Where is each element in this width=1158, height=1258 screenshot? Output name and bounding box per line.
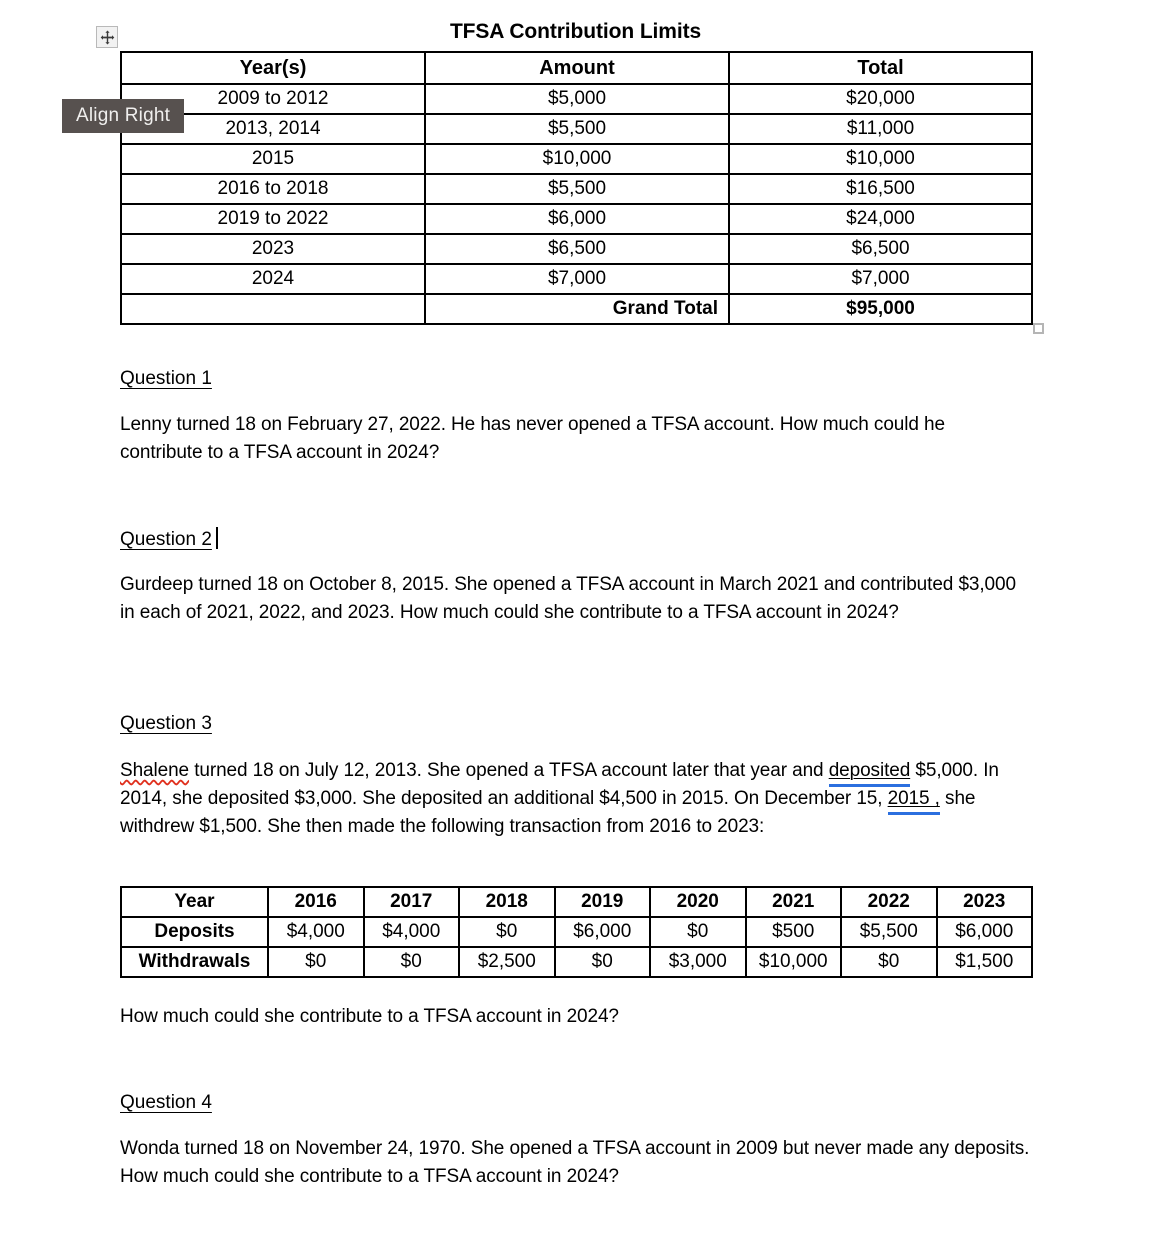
cell-withdrawal: $1,500 [937, 947, 1033, 977]
move-four-arrows-icon [100, 30, 115, 45]
grand-total-row [121, 294, 1032, 324]
cell-total: $6,500 [729, 234, 1032, 264]
cell-deposit: $6,000 [937, 917, 1033, 947]
row-label-withdrawals: Withdrawals [121, 947, 268, 977]
question-2-heading-text: Question 2 [120, 529, 212, 550]
grammar-marked-word[interactable]: deposited [828, 760, 911, 781]
transactions-table[interactable] [120, 886, 1033, 978]
question-2-body: Gurdeep turned 18 on October 8, 2015. She opened a TFSA account in March 2021 and contributed $3,000 in each of 2021, 2022, and 2023. How much could she contribute to a TFSA account in 2024? [120, 574, 1016, 623]
question-2-heading [120, 527, 218, 551]
cell-total: $24,000 [729, 204, 1032, 234]
cell-withdrawal: $10,000 [746, 947, 842, 977]
table-move-handle[interactable] [96, 26, 118, 48]
table-header-row [121, 52, 1032, 84]
q3-text-segment: turned 18 on July 12, 2013. She opened a TFSA account later that year and [189, 760, 829, 781]
cell-withdrawal: $0 [555, 947, 651, 977]
header-year: 2022 [841, 887, 937, 917]
cell-deposit: $5,500 [841, 917, 937, 947]
cell-years: 2015 [121, 144, 425, 174]
cell-deposit: $6,000 [555, 917, 651, 947]
question-3-heading: Question 3 [120, 713, 212, 734]
transactions-header-row [121, 887, 1032, 917]
cell-amount: $5,500 [425, 114, 729, 144]
cell-withdrawal: $0 [364, 947, 460, 977]
cell-years: 2023 [121, 234, 425, 264]
tfsa-limits-table[interactable] [120, 51, 1033, 325]
table-row [121, 204, 1032, 234]
question-1-body: Lenny turned 18 on February 27, 2022. He has never opened a TFSA account. How much could he contribute to a TFSA account in 2024? [120, 414, 945, 463]
table-row [121, 174, 1032, 204]
question-1-heading: Question 1 [120, 368, 212, 389]
cell-amount: $6,500 [425, 234, 729, 264]
grand-total-value: $95,000 [729, 294, 1032, 324]
table-row [121, 234, 1032, 264]
cell-deposit: $0 [459, 917, 555, 947]
limits-table-title: TFSA Contribution Limits [449, 20, 702, 43]
cell-amount: $7,000 [425, 264, 729, 294]
row-label-deposits: Deposits [121, 917, 268, 947]
q3-text-segment: $5,000. In 2014, she deposited $3,000. She deposited an additional $4,500 in 2015. On December 15, [120, 760, 999, 809]
cell-amount: $5,500 [425, 174, 729, 204]
text-caret [216, 527, 218, 549]
grammar-marked-date[interactable]: 2015 , [887, 788, 940, 809]
question-3-body [120, 757, 1032, 841]
header-total: Total [729, 52, 1032, 84]
header-year: 2018 [459, 887, 555, 917]
table-row [121, 144, 1032, 174]
table-resize-handle-icon[interactable] [1033, 323, 1044, 334]
cell-deposit: $0 [650, 917, 746, 947]
cell-years: 2013, 2014 [121, 114, 425, 144]
cell-withdrawal: $2,500 [459, 947, 555, 977]
header-years: Year(s) [121, 52, 425, 84]
table-row [121, 264, 1032, 294]
cell-total: $7,000 [729, 264, 1032, 294]
cell-deposit: $500 [746, 917, 842, 947]
cell-total: $16,500 [729, 174, 1032, 204]
cell-deposit: $4,000 [268, 917, 364, 947]
misspelled-word: Shalene [120, 760, 190, 781]
header-year: 2020 [650, 887, 746, 917]
header-year: 2021 [746, 887, 842, 917]
cell-years: 2024 [121, 264, 425, 294]
table-row [121, 114, 1032, 144]
cell-total: $11,000 [729, 114, 1032, 144]
cell-years: 2009 to 2012 [121, 84, 425, 114]
question-4-body: Wonda turned 18 on November 24, 1970. She opened a TFSA account in 2009 but never made any deposits. How much could she contribute to a TFSA account in 2024? [120, 1138, 1030, 1187]
cell-years: 2019 to 2022 [121, 204, 425, 234]
cell-total: $20,000 [729, 84, 1032, 114]
header-year: 2019 [555, 887, 651, 917]
table-row [121, 84, 1032, 114]
cell-amount: $10,000 [425, 144, 729, 174]
question-4-heading: Question 4 [120, 1092, 212, 1113]
cell-amount: $6,000 [425, 204, 729, 234]
header-year-label: Year [121, 887, 268, 917]
cell-empty [121, 294, 425, 324]
cell-withdrawal: $0 [841, 947, 937, 977]
align-right-tooltip: Align Right [62, 99, 184, 133]
header-year: 2016 [268, 887, 364, 917]
cell-amount: $5,000 [425, 84, 729, 114]
header-year: 2023 [937, 887, 1033, 917]
cell-withdrawal: $3,000 [650, 947, 746, 977]
q3-text-segment: she withdrew $1,500. She then made the following transaction from 2016 to 2023: [120, 788, 976, 837]
header-year: 2017 [364, 887, 460, 917]
cell-withdrawal: $0 [268, 947, 364, 977]
header-amount: Amount [425, 52, 729, 84]
cell-deposit: $4,000 [364, 917, 460, 947]
question-3-closing: How much could she contribute to a TFSA account in 2024? [120, 1006, 619, 1027]
grand-total-label: Grand Total [425, 294, 729, 324]
withdrawals-row [121, 947, 1032, 977]
cell-years: 2016 to 2018 [121, 174, 425, 204]
cell-total: $10,000 [729, 144, 1032, 174]
deposits-row [121, 917, 1032, 947]
